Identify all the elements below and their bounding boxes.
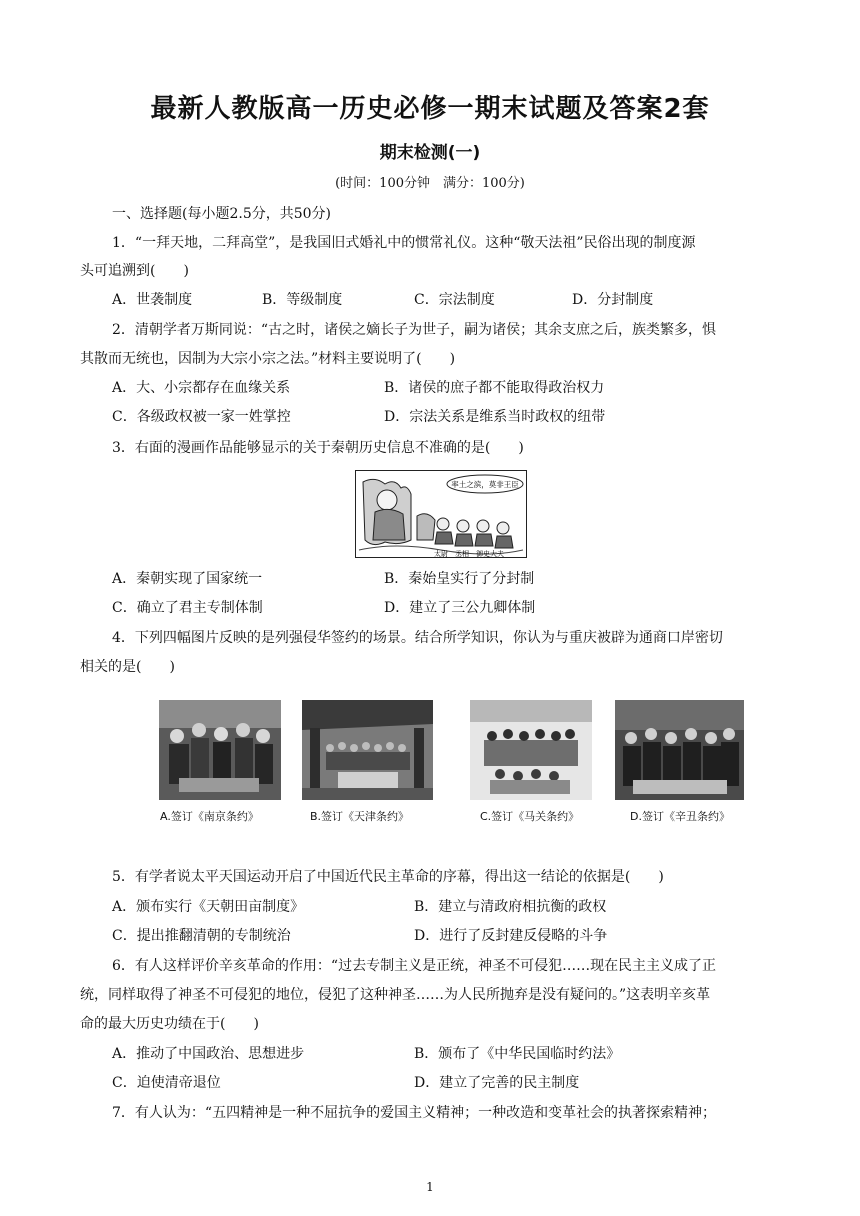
question-5-option-c: C．提出推翻清朝的专制统治 [112, 928, 291, 944]
xinchou-treaty-photo [615, 700, 744, 800]
cartoon-speech-label: 率土之滨，莫非王臣 [451, 480, 519, 489]
document-title: 最新人教版高一历史必修一期末试题及答案2套 [150, 94, 710, 124]
question-3-option-c: C．确立了君主专制体制 [112, 600, 263, 616]
exam-subtitle: 期末检测(一) [379, 143, 481, 163]
question-6-option-c: C．迫使清帝退位 [112, 1075, 221, 1091]
question-1-option-c: C．宗法制度 [414, 292, 495, 308]
question-3-line-1: 3．右面的漫画作品能够显示的关于秦朝历史信息不准确的是( ) [112, 440, 524, 456]
question-1-line-2: 头可追溯到( ) [80, 263, 189, 279]
question-5-option-a: A．颁布实行《天朝田亩制度》 [112, 899, 305, 915]
question-2-option-a: A．大、小宗都存在血缘关系 [112, 380, 291, 396]
caption-tianjin: B.签订《天津条约》 [310, 810, 410, 823]
caption-shimonoseki: C.签订《马关条约》 [480, 810, 580, 823]
question-6-option-b: B．颁布了《中华民国临时约法》 [414, 1046, 621, 1062]
cartoon-officials-label: 太尉 丞相 御史大夫 [434, 550, 504, 558]
page-number: 1 [426, 1180, 434, 1194]
question-6-option-a: A．推动了中国政治、思想进步 [112, 1046, 305, 1062]
section-heading: 一、选择题(每小题2.5分，共50分) [112, 206, 332, 222]
question-3-option-b: B．秦始皇实行了分封制 [384, 571, 535, 587]
question-6-line-3: 命的最大历史功绩在于( ) [80, 1016, 259, 1032]
question-5-option-b: B．建立与清政府相抗衡的政权 [414, 899, 607, 915]
question-6-line-1: 6．有人这样评价辛亥革命的作用：“过去专制主义是正统，神圣不可侵犯……现在民主主义成了正 [112, 958, 717, 974]
question-1-line-1: 1．“一拜天地，二拜高堂”，是我国旧式婚礼中的惯常礼仪。这种“敬天法祖”民俗出现的制度源 [112, 235, 696, 251]
question-2-line-1: 2．清朝学者万斯同说：“古之时，诸侯之嫡长子为世子，嗣为诸侯；其余支庶之后，族类繁多，惧 [112, 322, 717, 338]
question-7-line-1: 7．有人认为：“五四精神是一种不屈抗争的爱国主义精神；一种改造和变革社会的执著探索精神； [112, 1105, 717, 1121]
question-2-option-c: C．各级政权被一家一姓掌控 [112, 409, 291, 425]
question-6-option-d: D．建立了完善的民主制度 [414, 1075, 580, 1091]
shimonoseki-treaty-photo [470, 700, 592, 800]
qin-cartoon-image [355, 470, 527, 558]
nanjing-treaty-photo [159, 700, 281, 800]
question-1-option-b: B．等级制度 [262, 292, 343, 308]
question-3-option-a: A．秦朝实现了国家统一 [112, 571, 263, 587]
tianjin-treaty-photo [302, 700, 433, 800]
question-2-option-b: B．诸侯的庶子都不能取得政治权力 [384, 380, 605, 396]
question-3-option-d: D．建立了三公九卿体制 [384, 600, 536, 616]
question-5-line-1: 5．有学者说太平天国运动开启了中国近代民主革命的序幕，得出这一结论的依据是( ) [112, 869, 664, 885]
question-2-line-2: 其散而无统也，因制为大宗小宗之法。”材料主要说明了( ) [80, 351, 456, 367]
question-1-option-a: A．世袭制度 [112, 292, 193, 308]
question-2-option-d: D．宗法关系是维系当时政权的纽带 [384, 409, 606, 425]
exam-meta: (时间：100分钟 满分：100分) [335, 176, 525, 191]
question-4-line-2: 相关的是( ) [80, 659, 175, 675]
question-4-line-1: 4．下列四幅图片反映的是列强侵华签约的场景。结合所学知识，你认为与重庆被辟为通商口岸密切 [112, 630, 723, 646]
question-6-line-2: 统，同样取得了神圣不可侵犯的地位，侵犯了这种神圣……为人民所抛弃是没有疑问的。”这表明辛亥革 [80, 987, 711, 1003]
question-1-option-d: D．分封制度 [572, 292, 654, 308]
caption-xinchou: D.签订《辛丑条约》 [630, 810, 730, 823]
question-5-option-d: D．进行了反封建反侵略的斗争 [414, 928, 608, 944]
caption-nanjing: A.签订《南京条约》 [160, 810, 259, 823]
